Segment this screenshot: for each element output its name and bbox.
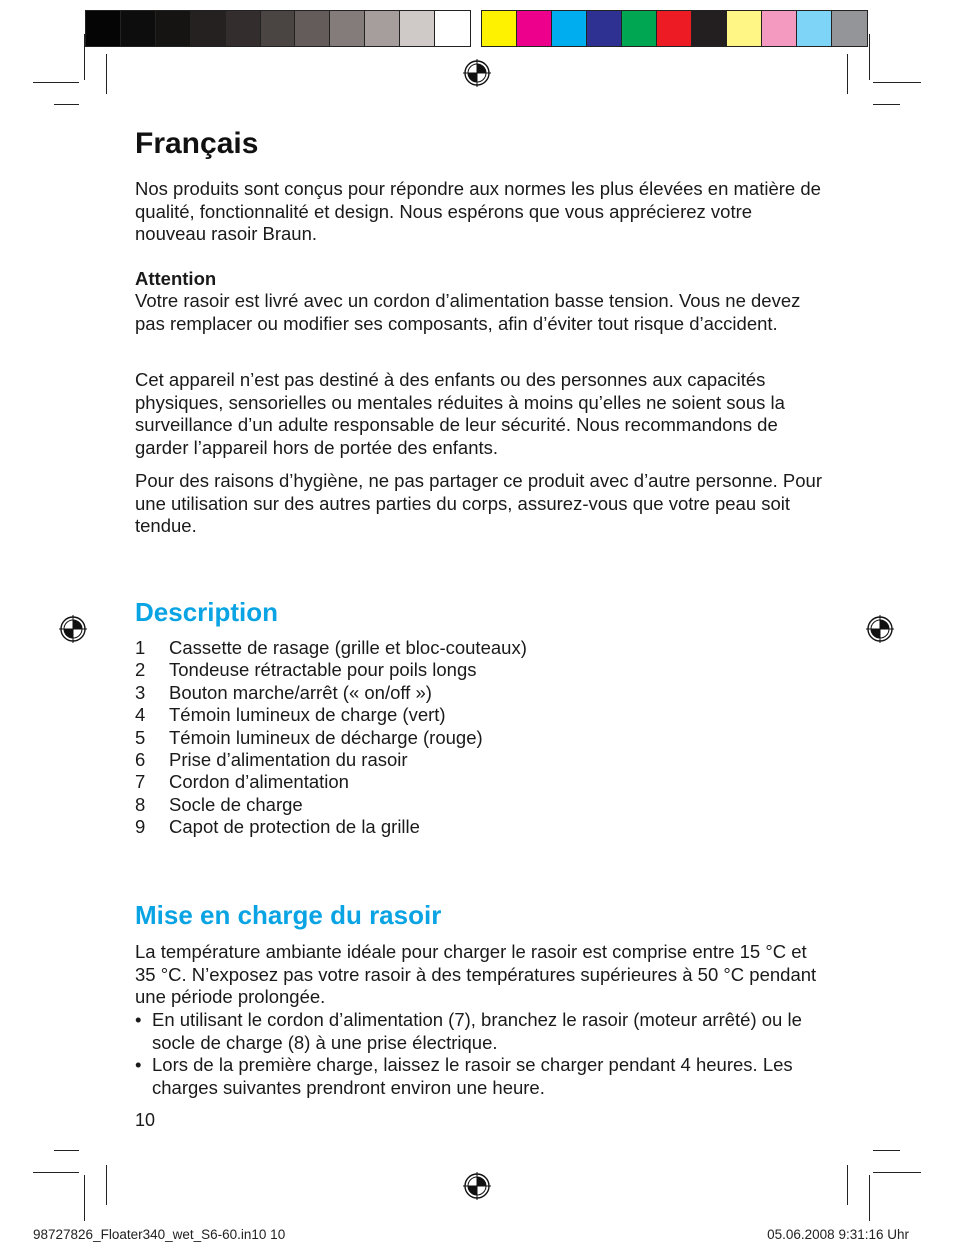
item-label: Témoin lumineux de charge (vert) bbox=[169, 704, 446, 726]
charging-instructions-list bbox=[135, 1009, 825, 1099]
crop-mark bbox=[873, 1150, 900, 1151]
item-label: Socle de charge bbox=[169, 793, 303, 815]
list-item bbox=[135, 659, 527, 681]
intro-paragraph: Nos produits sont conçus pour répondre aux normes les plus élevées en matière de qualité, fonctionnalité et design. Nous espérons que vous apprécierez votre nouveau rasoir Braun. bbox=[135, 178, 821, 245]
list-item bbox=[135, 637, 527, 659]
crop-mark bbox=[873, 104, 900, 105]
color-swatch bbox=[622, 11, 657, 46]
color-swatch bbox=[261, 11, 296, 46]
item-number: 5 bbox=[135, 726, 146, 748]
bullet-text: En utilisant le cordon d’alimentation (7), branchez le rasoir (moteur arrêté) ou le socle de charge (8) à une prise électrique. bbox=[152, 1009, 802, 1053]
crop-mark bbox=[847, 1165, 848, 1205]
color-swatch bbox=[797, 11, 832, 46]
registration-mark-icon bbox=[866, 615, 894, 643]
description-heading: Description bbox=[135, 597, 279, 627]
item-number: 4 bbox=[135, 704, 146, 726]
crop-mark bbox=[869, 34, 870, 80]
crop-mark bbox=[873, 1172, 921, 1173]
list-item bbox=[135, 794, 527, 816]
crop-mark bbox=[106, 54, 107, 94]
color-swatch bbox=[365, 11, 400, 46]
item-number: 8 bbox=[135, 793, 146, 815]
children-safety-paragraph: Cet appareil n’est pas destiné à des enfants ou des personnes aux capacités physiques, sensorielles ou mentales réduites à moins qu’elles ne soient sous la surveillance d’un adulte responsable de leur sécurité. Nous recommandons de garder l’appareil hors de portée des enfants. bbox=[135, 369, 785, 458]
item-label: Capot de protection de la grille bbox=[169, 816, 420, 838]
list-item bbox=[135, 749, 527, 771]
item-label: Témoin lumineux de décharge (rouge) bbox=[169, 726, 483, 748]
color-swatch bbox=[330, 11, 365, 46]
bullet-icon: • bbox=[135, 1054, 142, 1076]
list-item bbox=[135, 816, 527, 838]
item-number: 9 bbox=[135, 816, 146, 838]
color-swatch bbox=[435, 11, 470, 46]
bullet-text: Lors de la première charge, laissez le rasoir se charger pendant 4 heures. Les charges suivantes prendront environ une heure. bbox=[152, 1054, 793, 1098]
description-list bbox=[135, 637, 527, 839]
color-swatch bbox=[832, 11, 867, 46]
color-swatch bbox=[156, 11, 191, 46]
page-number: 10 bbox=[135, 1110, 156, 1130]
color-swatch bbox=[517, 11, 552, 46]
footer-file-info: 98727826_Floater340_wet_S6-60.in10 10 bbox=[33, 1227, 286, 1242]
hygiene-paragraph: Pour des raisons d’hygiène, ne pas partager ce produit avec d’autre personne. Pour une utilisation sur des autres parties du corps, assurez-vous que votre peau soit tendue. bbox=[135, 470, 822, 537]
crop-mark bbox=[54, 1150, 79, 1151]
color-swatch bbox=[191, 11, 226, 46]
list-item bbox=[135, 727, 527, 749]
color-calibration-bar bbox=[481, 10, 868, 47]
page-title: Français bbox=[135, 127, 259, 160]
item-number: 3 bbox=[135, 681, 146, 703]
crop-mark bbox=[869, 1175, 870, 1221]
item-label: Bouton marche/arrêt (« on/off ») bbox=[169, 681, 432, 703]
crop-mark bbox=[33, 1172, 79, 1173]
crop-mark bbox=[54, 104, 79, 105]
registration-mark-icon bbox=[463, 1172, 491, 1200]
registration-mark-icon bbox=[59, 615, 87, 643]
crop-mark bbox=[847, 54, 848, 94]
item-label: Prise d’alimentation du rasoir bbox=[169, 749, 408, 771]
list-item bbox=[135, 771, 527, 793]
item-label: Tondeuse rétractable pour poils longs bbox=[169, 659, 477, 681]
attention-heading: Attention bbox=[135, 268, 217, 289]
color-swatch bbox=[657, 11, 692, 46]
crop-mark bbox=[84, 34, 85, 80]
item-number: 7 bbox=[135, 771, 146, 793]
color-swatch bbox=[295, 11, 330, 46]
item-label: Cassette de rasage (grille et bloc-couteaux) bbox=[169, 637, 527, 658]
crop-mark bbox=[106, 1165, 107, 1205]
color-swatch bbox=[400, 11, 435, 46]
item-number: 2 bbox=[135, 659, 146, 681]
color-swatch bbox=[692, 11, 727, 46]
list-item bbox=[135, 1009, 825, 1054]
color-swatch bbox=[587, 11, 622, 46]
color-swatch bbox=[226, 11, 261, 46]
color-swatch bbox=[86, 11, 121, 46]
grayscale-calibration-bar bbox=[85, 10, 471, 47]
item-number: 1 bbox=[135, 637, 146, 658]
color-swatch bbox=[482, 11, 517, 46]
crop-mark bbox=[84, 1175, 85, 1221]
registration-mark-icon bbox=[463, 59, 491, 87]
charging-heading: Mise en charge du rasoir bbox=[135, 900, 442, 930]
item-label: Cordon d’alimentation bbox=[169, 771, 349, 793]
color-swatch bbox=[727, 11, 762, 46]
crop-mark bbox=[33, 82, 79, 83]
list-item bbox=[135, 1054, 825, 1099]
color-swatch bbox=[121, 11, 156, 46]
list-item bbox=[135, 704, 527, 726]
item-number: 6 bbox=[135, 749, 146, 771]
charging-paragraph: La température ambiante idéale pour charger le rasoir est comprise entre 15 °C et 35 °C. N’exposez pas votre rasoir à des températures supérieures à 50 °C pendant une période prolongée. bbox=[135, 941, 817, 1008]
crop-mark bbox=[873, 82, 921, 83]
color-swatch bbox=[762, 11, 797, 46]
bullet-icon: • bbox=[135, 1009, 142, 1030]
color-swatch bbox=[552, 11, 587, 46]
footer-timestamp: 05.06.2008 9:31:16 Uhr bbox=[767, 1227, 909, 1242]
list-item bbox=[135, 682, 527, 704]
attention-paragraph: Votre rasoir est livré avec un cordon d’alimentation basse tension. Vous ne devez pas remplacer ou modifier ses composants, afin d’éviter tout risque d’accident. bbox=[135, 290, 801, 334]
